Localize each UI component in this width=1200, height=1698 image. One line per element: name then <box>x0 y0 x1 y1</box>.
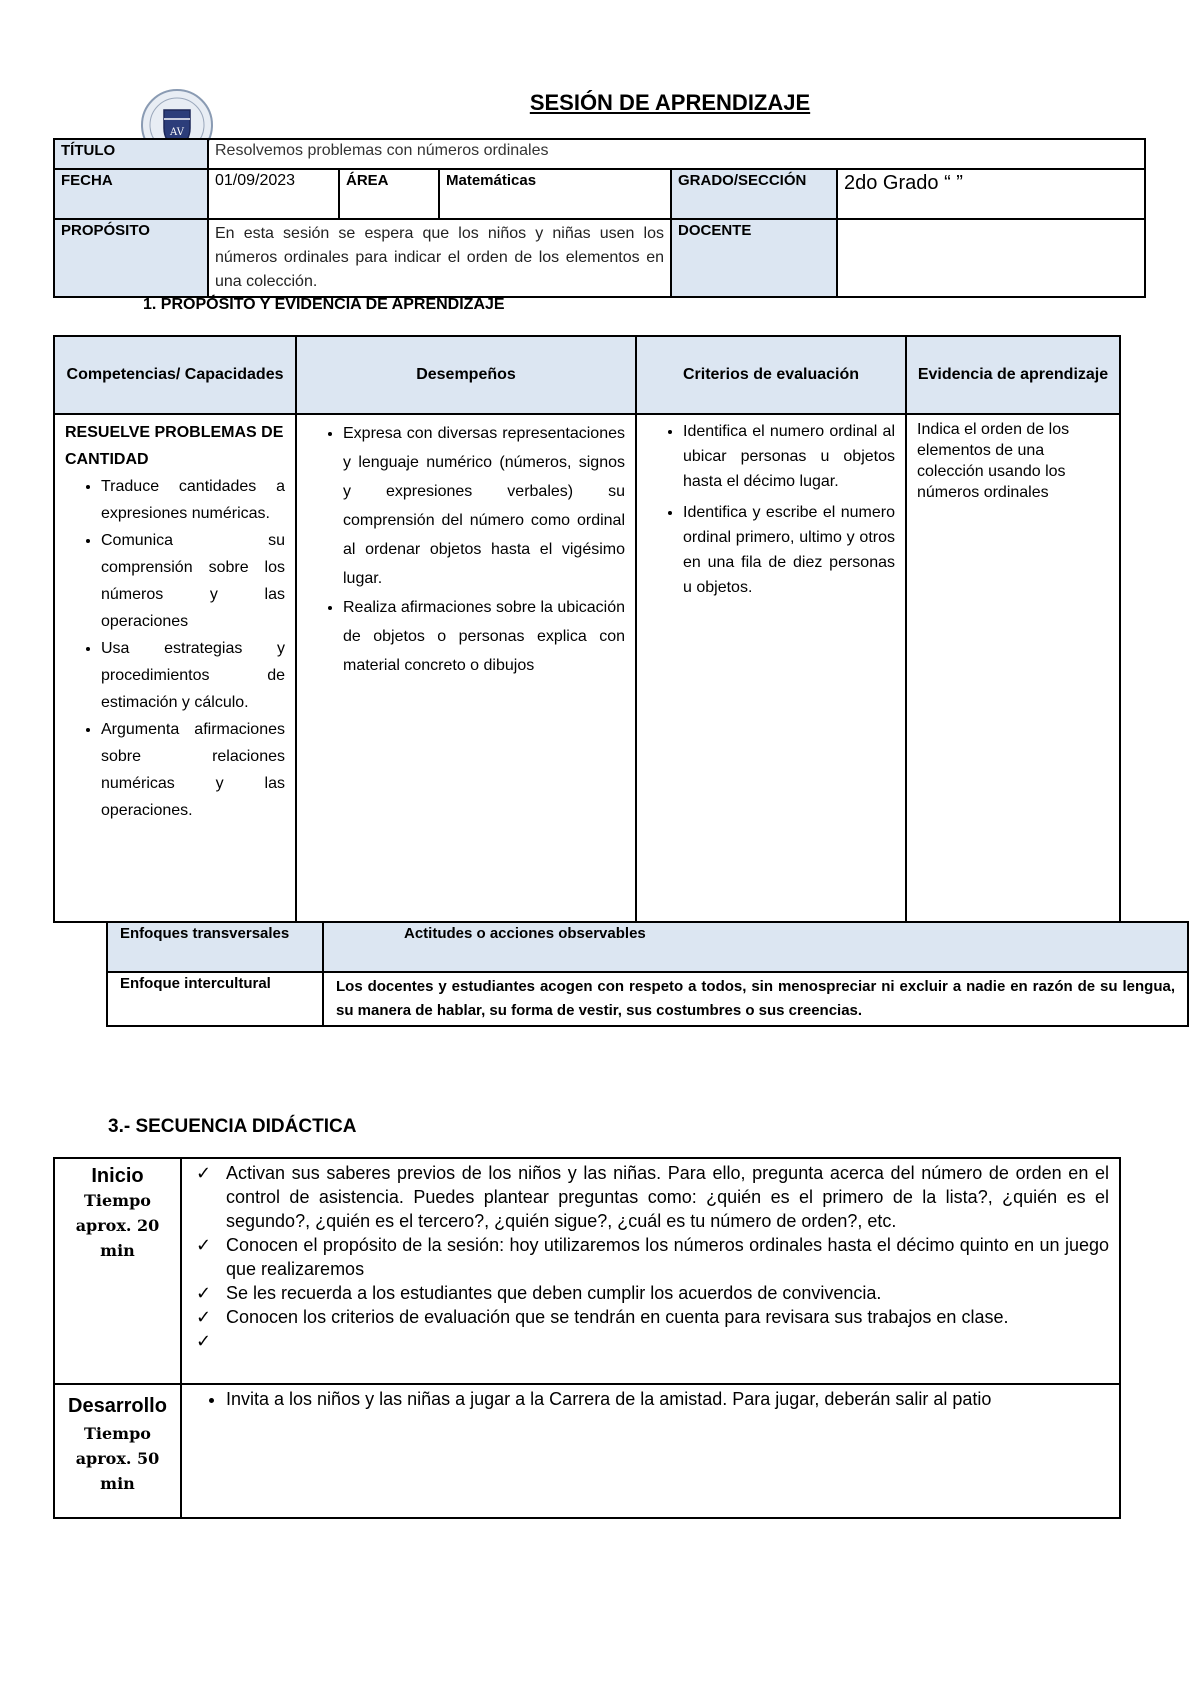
page-title: SESIÓN DE APRENDIZAJE <box>529 90 811 115</box>
criterios-cell <box>636 414 906 922</box>
desarrollo-label: Desarrollo <box>68 1395 167 1417</box>
fecha-label: FECHA <box>54 169 208 219</box>
list-item: • Realiza afirmaciones sobre la ubicación de objetos o personas explica con material concreto o dibujos <box>343 593 625 680</box>
desarrollo-time: Tiempo aprox. 50 min <box>75 1424 160 1493</box>
criterios-list <box>647 419 895 600</box>
list-item <box>226 1329 1109 1353</box>
grado-value: 2do Grado “ ” <box>837 169 1145 219</box>
competencia-title: RESUELVE PROBLEMAS DE CANTIDAD <box>65 424 284 468</box>
area-label: ÁREA <box>339 169 439 219</box>
list-item: ✓ Conocen el propósito de la sesión: hoy utilizaremos los números ordinales hasta el décimo quinto en un juego que realizaremos <box>226 1233 1109 1281</box>
inicio-cell <box>54 1158 181 1384</box>
inicio-actividades <box>181 1158 1120 1384</box>
header-desempenos: Desempeños <box>296 336 636 414</box>
area-value: Matemáticas <box>439 169 671 219</box>
evidencia-value: Indica el orden de los elementos de una colección usando los números ordinales <box>906 414 1120 922</box>
desarrollo-actividades <box>181 1384 1120 1518</box>
list-item: • Argumenta afirmaciones sobre relaciones numéricas y las operaciones. <box>101 716 285 824</box>
list-item: ✓ Se les recuerda a los estudiantes que deben cumplir los acuerdos de convivencia. <box>226 1281 1109 1305</box>
section-1-heading: 1. PROPÓSITO Y EVIDENCIA DE APRENDIZAJE <box>143 296 505 313</box>
capacidades-list <box>65 473 285 824</box>
desempenos-cell <box>296 414 636 922</box>
competencias-table <box>53 335 1121 923</box>
enfoques-table <box>106 921 1189 1027</box>
inicio-label: Inicio <box>91 1165 144 1187</box>
competencias-cell <box>54 414 296 922</box>
enfoque-intercultural-text: Los docentes y estudiantes acogen con respeto a todos, sin menospreciar ni excluir a nadie en razón de su lengua, su manera de hablar, su forma de vestir, sus costumbres o sus creencias. <box>323 972 1188 1026</box>
fecha-value: 01/09/2023 <box>208 169 339 219</box>
header-competencias: Competencias/ Capacidades <box>54 336 296 414</box>
session-header-table <box>53 138 1146 298</box>
enfoque-intercultural-label: Enfoque intercultural <box>107 972 323 1026</box>
enfoques-header-right: Actitudes o acciones observables <box>323 922 1188 972</box>
desarrollo-cell <box>54 1384 181 1518</box>
proposito-label: PROPÓSITO <box>54 219 208 297</box>
list-item: ✓ Conocen los criterios de evaluación que se tendrán en cuenta para revisara sus trabajos en clase. <box>226 1305 1109 1329</box>
list-item: ✓ Activan sus saberes previos de los niños y las niñas. Para ello, pregunta acerca del número de orden en el control de asistencia. Puedes plantear preguntas como: ¿quién es el primero de la lista?, ¿quién es el segundo?, ¿quién es el tercero?, ¿quién sigue?, ¿cuál es tu número de orden?, etc. <box>226 1161 1109 1233</box>
titulo-value: Resolvemos problemas con números ordinales <box>208 139 1145 169</box>
header-evidencia: Evidencia de aprendizaje <box>906 336 1120 414</box>
list-item: • Identifica el numero ordinal al ubicar personas u objetos hasta el décimo lugar. <box>683 419 895 494</box>
list-item: • Expresa con diversas representaciones y lenguaje numérico (números, signos y expresiones verbales) su comprensión del número como ordinal al ordenar objetos hasta el vigésimo lugar. <box>343 419 625 593</box>
list-item: • Traduce cantidades a expresiones numéricas. <box>101 473 285 527</box>
list-item: • Invita a los niños y las niñas a jugar a la Carrera de la amistad. Para jugar, deberán salir al patio <box>226 1387 1109 1411</box>
list-item: • Identifica y escribe el numero ordinal primero, ultimo y otros en una fila de diez personas u objetos. <box>683 500 895 600</box>
proposito-value: En esta sesión se espera que los niños y niñas usen los números ordinales para indicar el orden de los elementos en una colección. <box>208 219 671 297</box>
list-item: • Comunica su comprensión sobre los números y las operaciones <box>101 527 285 635</box>
desarrollo-list <box>196 1387 1109 1411</box>
secuencia-table <box>53 1157 1121 1519</box>
inicio-time: Tiempo aprox. 20 min <box>75 1191 160 1260</box>
titulo-label: TÍTULO <box>54 139 208 169</box>
inicio-list <box>196 1161 1109 1353</box>
svg-text:AV: AV <box>170 127 184 138</box>
desempenos-list <box>307 419 625 680</box>
docente-value <box>837 219 1145 297</box>
enfoques-header-left: Enfoques transversales <box>107 922 323 972</box>
grado-label: GRADO/SECCIÓN <box>671 169 837 219</box>
section-3-heading: 3.- SECUENCIA DIDÁCTICA <box>108 1116 357 1137</box>
list-item: • Usa estrategias y procedimientos de estimación y cálculo. <box>101 635 285 716</box>
docente-label: DOCENTE <box>671 219 837 297</box>
header-criterios: Criterios de evaluación <box>636 336 906 414</box>
